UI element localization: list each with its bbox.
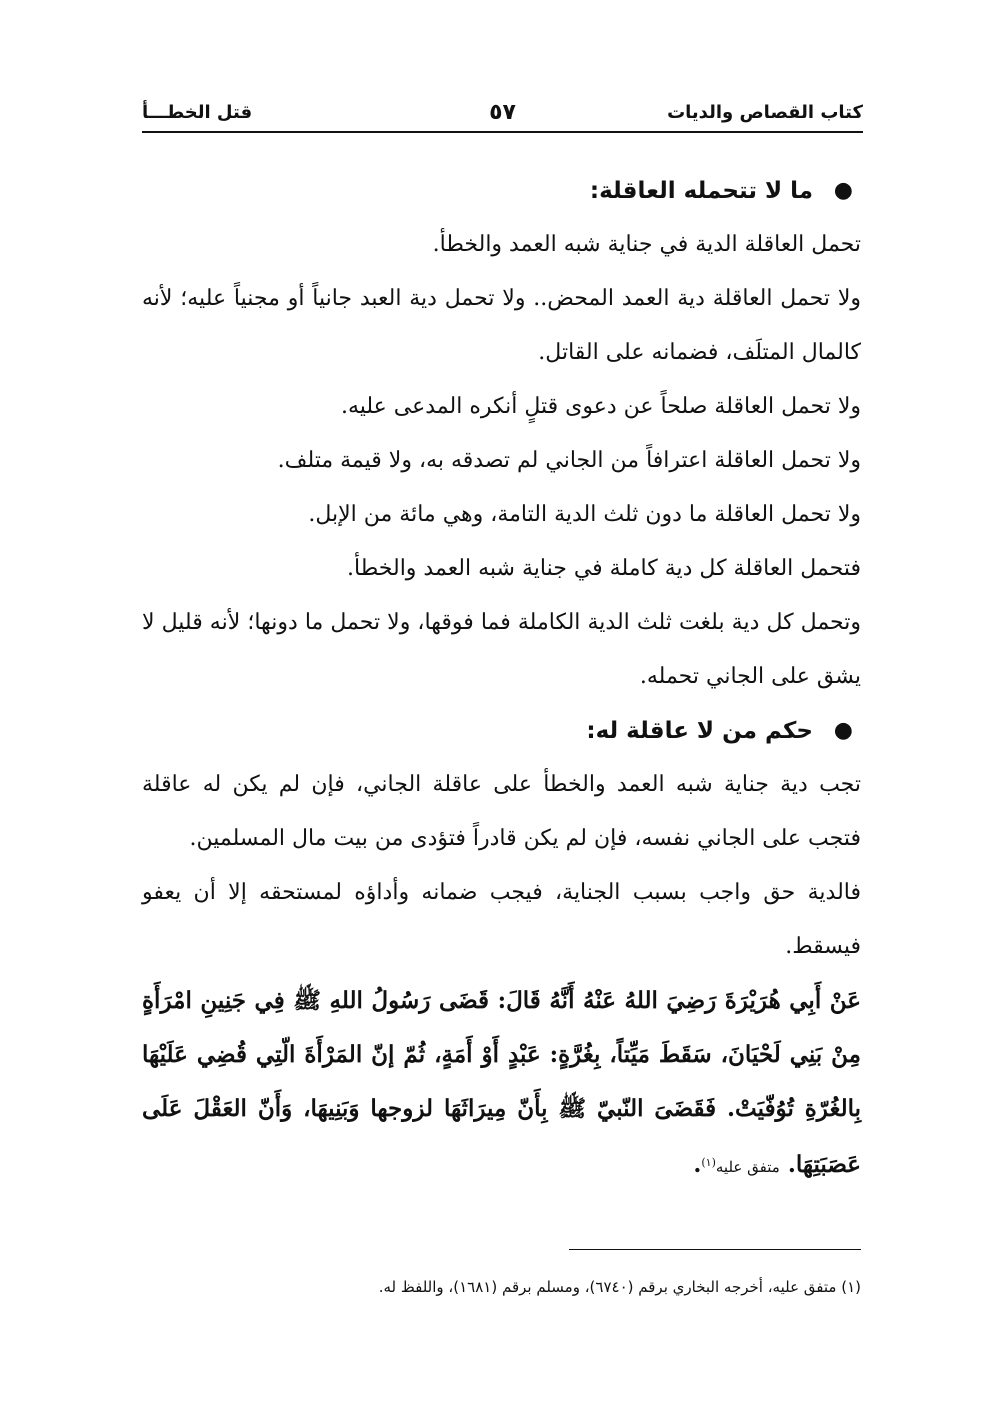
paragraph: وتحمل كل دية بلغت ثلث الدية الكاملة فما فوقها، ولا تحمل ما دونها؛ لأنه قليل لا يشق على الجاني تحمله. <box>142 610 861 689</box>
chapter-title: قتل الخطـــأ <box>142 102 253 123</box>
paragraph: ولا تحمل العاقلة ما دون ثلث الدية التامة، وهي مائة من الإبل. <box>308 502 861 527</box>
paragraph: فالدية حق واجب بسبب الجناية، فيجب ضمانه وأداؤه لمستحقه إلا أن يعفو فيسقط. <box>142 880 861 959</box>
footnote-rule <box>569 1249 861 1250</box>
bullet-icon: ● <box>833 178 853 203</box>
bullet-icon: ● <box>833 718 853 743</box>
paragraph: فتحمل العاقلة كل دية كاملة في جناية شبه العمد والخطأ. <box>347 556 861 581</box>
footnote-marker: (١) <box>701 1156 716 1169</box>
section-heading-1: ● ما لا تتحمله العاقلة: <box>142 164 861 218</box>
header-rule <box>142 131 863 133</box>
hadith-text: عَنْ أَبِي هُرَيْرَةَ رَضِيَ اللهُ عَنْهُ أَنَّهُ قَالَ: قَضَى رَسُولُ اللهِ ﷺ فِي جَنِينِ امْرَأَةٍ مِنْ بَنِي لَحْيَانَ، سَقَطَ مَيِّتاً، بِغُرَّةٍ: عَبْدٍ أَوْ أَمَةٍ، ثُمّ إنّ المَرْأَةَ الّتِي قُضِي عَلَيْهَا بِالغُرّةِ تُوُفّيَتْ. فَقَضَىَ النّبيّ ﷺ بِأَنّ مِيرَاثَهَا لزوجها وَبَنِيهَا، وَأَنّ العَقْلَ عَلَى عَصَبَتِهَا. متفق عليه$^{(١)}$. <box>142 987 861 1178</box>
section-heading-2: ● حكم من لا عاقلة له: <box>142 704 861 758</box>
paragraph: تجب دية جناية شبه العمد والخطأ على عاقلة الجاني، فإن لم يكن له عاقلة فتجب على الجاني نفسه، فإن لم يكن قادراً فتؤدى من بيت مال المسلمين. <box>142 772 861 851</box>
book-title: كتاب القصاص والديات <box>667 102 863 123</box>
paragraph: ولا تحمل العاقلة اعترافاً من الجاني لم تصدقه به، ولا قيمة متلف. <box>277 448 861 473</box>
hadith-reference: متفق عليه$^{(١)}$ <box>701 1156 780 1176</box>
page-number: ٥٧ <box>489 100 516 125</box>
paragraph: تحمل العاقلة الدية في جناية شبه العمد والخطأ. <box>432 232 861 257</box>
footnote: (١) متفق عليه، أخرجه البخاري برقم (٦٧٤٠)، ومسلم برقم (١٦٨١)، واللفظ له. <box>378 1278 861 1296</box>
paragraph: ولا تحمل العاقلة دية العمد المحض.. ولا تحمل دية العبد جانياً أو مجنياً عليه؛ لأنه كالمال المتلَف، فضمانه على القاتل. <box>142 286 861 365</box>
running-header <box>142 100 863 130</box>
main-text <box>142 164 861 1194</box>
paragraph: ولا تحمل العاقلة صلحاً عن دعوى قتلٍ أنكره المدعى عليه. <box>340 394 861 419</box>
